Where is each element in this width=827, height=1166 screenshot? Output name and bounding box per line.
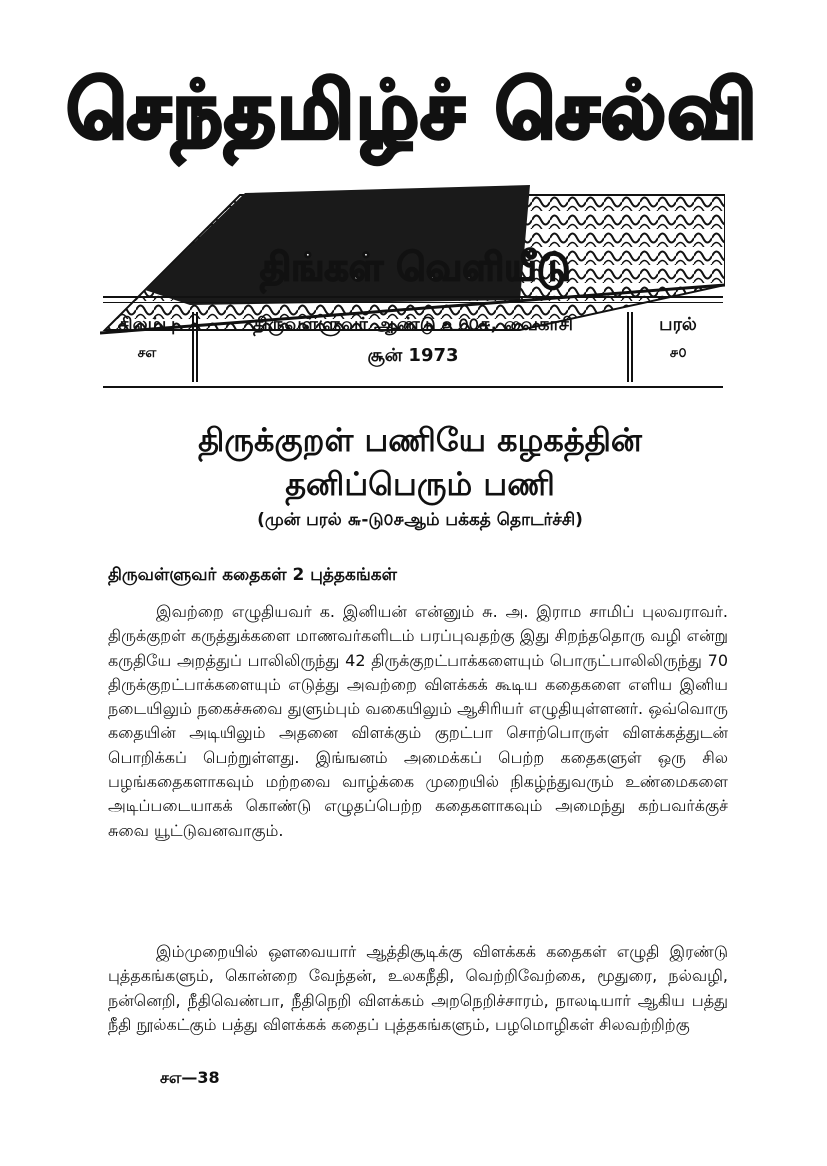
section-heading: திருவள்ளுவர் கதைகள் 2 புத்தகங்கள் [108,565,397,585]
date-block [213,314,613,372]
issue-number: ௪௦ [669,345,687,361]
issue-label: பரல் [659,314,697,335]
volume-label: சிலம்பு [118,314,176,335]
masthead-subtitle: திங்கள் வெளியீடு [260,245,571,289]
article-title-line2: தனிப்பெரும் பணி [285,465,555,503]
paragraph-1: இவற்றை எழுதியவர் க. இனியன் என்னும் சு. அ. இராம சாமிப் புலவராவர். திருக்குறள் கருத்துக்களை மாணவர்களிடம் பரப்புவதற்கு இது சிறந்ததொரு வழி என்று கருதியே அறத்துப் பாலிலிருந்து 42 திருக்குறட்பாக்களையும் பொருட்பாலிலிருந்து 70 திருக்குறட்பாக்களையும் எடுத்து அவற்றை விளக்கக் கூடிய கதைகளை எளிய இனிய நடையிலும் நகைச்சுவை துளும்பும் வகையிலும் ஆசிரியர் எழுதியுள்ளனர். ஒவ்வொரு கதையின் அடியிலும் அதனை விளக்கும் குறட்பா சொற்பொருள் விளக்கத்துடன் பொறிக்கப் பெற்றுள்ளது. இங்ஙனம் அமைக்கப் பெற்ற கதைகளுள் ஒரு சில பழங்கதைகளாகவும் மற்றவை வாழ்க்கை முறையில் நிகழ்ந்துவரும் உண்மைகளை அடிப்படையாகக் கொண்டு எழுதப்பெற்ற கதைகளாகவும் அமைந்து கற்பவர்க்குச் சுவை யூட்டுவனவாகும். [108,602,728,840]
issue-info [103,314,723,374]
masthead [66,60,759,289]
paragraph-2: இம்முறையில் ஔவையார் ஆத்திசூடிக்கு விளக்கக் கதைகள் எழுதி இரண்டு புத்தகங்களும், கொன்றை வேந்தன், உலகநீதி, வெற்றிவேற்கை, மூதுரை, நல்வழி, நன்னெறி, நீதிவெண்பா, நீதிநெறி விளக்கம் அறநெறிச்சாரம், நாலடியார் ஆகிய பத்து நீதி நூல்கட்கும் பத்து விளக்கக் கதைப் புத்தகங்களும், பழமொழிகள் சிலவற்றிற்கு [108,942,728,1034]
issue-date-tamil: திருவள்ளுவர் ஆண்டு உ௦௦௪, வைகாசி [253,314,573,335]
volume-block [103,314,191,372]
page-reference: சஎ—38 [160,1068,220,1087]
top-rule [103,296,723,298]
masthead-title: செந்தமிழ்ச் செல்வி [66,64,759,156]
volume-number: சஎ [137,345,157,361]
article-subtitle: (முன் பரல் ௬-டு௦௪ஆம் பக்கத் தொடர்ச்சி) [257,510,583,530]
article-title [100,418,740,506]
article-title-line1: திருக்குறள் பணியே கழகத்தின் [198,421,642,459]
issue-block [633,314,723,372]
issue-date: சூன் 1973 [367,345,459,366]
bottom-rule [103,386,723,388]
top-rule-inner [103,302,723,303]
